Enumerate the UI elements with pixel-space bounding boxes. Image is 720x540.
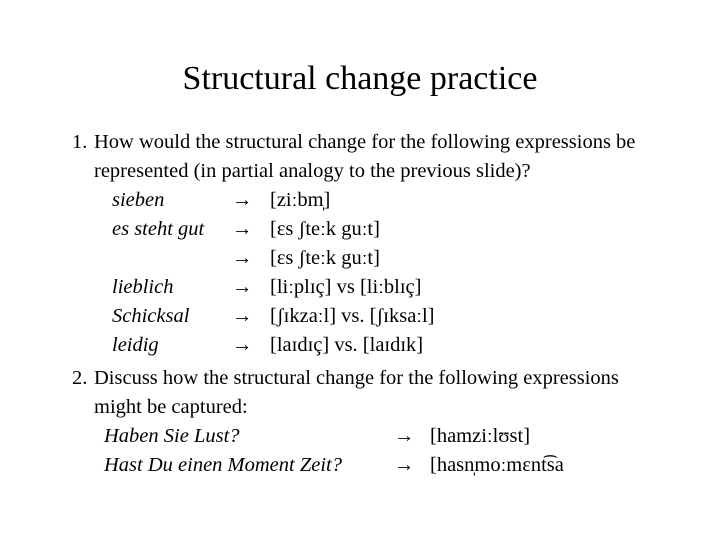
transcription: [ɛs ʃteːk guːt]	[270, 218, 380, 240]
transcription: [ziːbm̩]	[270, 189, 331, 211]
question-2	[72, 364, 712, 480]
example-rows	[72, 186, 712, 360]
question-number: 2.	[72, 367, 88, 389]
example-row	[72, 273, 712, 302]
example-word: es steht gut	[112, 218, 205, 240]
slide-title: Structural change practice	[182, 60, 538, 97]
question-1	[72, 128, 712, 360]
arrow-icon: →	[232, 305, 253, 327]
question-number: 1.	[72, 131, 88, 153]
question-text-line: Discuss how the structural change for the following expressions	[94, 367, 619, 389]
example-row	[72, 244, 712, 273]
transcription: [hamziːlʊst]	[430, 425, 531, 447]
example-row	[72, 331, 712, 360]
question-text-line: might be captured:	[94, 396, 248, 418]
exercise-list	[72, 128, 712, 480]
arrow-icon: →	[232, 276, 253, 298]
arrow-icon: →	[394, 425, 415, 447]
arrow-icon: →	[232, 218, 253, 240]
arrow-icon: →	[394, 454, 415, 476]
example-row	[72, 422, 712, 451]
example-rows	[72, 422, 712, 480]
arrow-icon: →	[232, 189, 253, 211]
question-text	[72, 128, 712, 186]
transcription: [ʃɪkzaːl] vs. [ʃɪksaːl]	[270, 305, 435, 327]
arrow-icon: →	[232, 334, 253, 356]
question-text-line: represented (in partial analogy to the previous slide)?	[94, 160, 531, 182]
example-row	[72, 302, 712, 331]
example-word: Schicksal	[112, 305, 190, 327]
example-word: leidig	[112, 334, 159, 356]
example-word: Haben Sie Lust?	[104, 425, 240, 447]
transcription: [laɪdɪç] vs. [laɪdɪk]	[270, 334, 424, 356]
example-row	[72, 215, 712, 244]
example-row	[72, 451, 712, 480]
example-word: sieben	[112, 189, 165, 211]
arrow-icon: →	[232, 247, 253, 269]
question-text-line: How would the structural change for the following expressions be	[94, 131, 636, 153]
transcription: [hasn̩moːmɛnt͡sa	[430, 454, 564, 476]
example-word: Hast Du einen Moment Zeit?	[104, 454, 342, 476]
example-word: lieblich	[112, 276, 174, 298]
question-text	[72, 364, 712, 422]
transcription: [liːplɪç] vs [liːblɪç]	[270, 276, 422, 298]
transcription: [ɛs ʃteːk guːt]	[270, 247, 380, 269]
example-row	[72, 186, 712, 215]
